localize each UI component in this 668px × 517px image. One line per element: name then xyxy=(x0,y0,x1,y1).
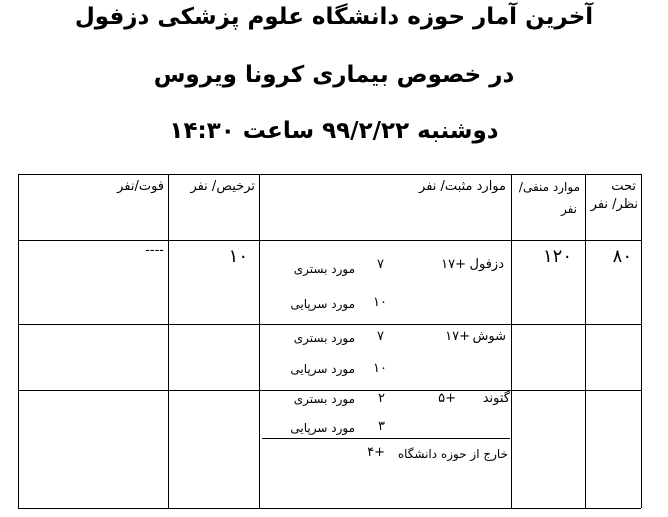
header-under-care: تحت xyxy=(611,179,636,194)
city-name: شوش xyxy=(472,329,506,344)
outside-region-count: +۴ xyxy=(367,445,385,460)
table-row-divider xyxy=(18,240,641,241)
table-column-divider xyxy=(168,174,169,508)
header-discharged: ترخیص/ نفر xyxy=(190,179,255,194)
outpatient-count: ۱۰ xyxy=(373,361,387,376)
inpatient-label: مورد بستری xyxy=(293,262,355,276)
table-border-top xyxy=(18,174,641,175)
header-negative: موارد منفی/ xyxy=(518,180,580,194)
header-deaths: فوت/نفر xyxy=(117,179,164,194)
report-title: آخرین آمار حوزه دانشگاه علوم پزشکی دزفول xyxy=(74,4,594,30)
table-column-divider xyxy=(585,174,586,508)
inpatient-count: ۲ xyxy=(378,391,385,406)
header-under-care-unit: نظر/ نفر xyxy=(590,197,638,212)
city-name: گتوند xyxy=(482,391,510,406)
city-count: +۱۷ xyxy=(441,257,466,272)
outpatient-label: مورد سرپایی xyxy=(290,362,355,376)
report-datetime: دوشنبه ۹۹/۲/۲۲ ساعت ۱۴:۳۰ xyxy=(169,118,499,144)
header-positive: موارد مثبت/ نفر xyxy=(419,179,506,194)
city-count: +۵ xyxy=(438,391,456,406)
inpatient-count: ۷ xyxy=(377,329,384,344)
outside-region-label: خارج از حوزه دانشگاه xyxy=(397,447,508,461)
table-column-divider xyxy=(259,174,260,508)
discharged-value: ۱۰ xyxy=(228,246,248,267)
table-column-divider xyxy=(511,174,512,508)
outpatient-label: مورد سرپایی xyxy=(290,297,355,311)
negative-value: ۱۲۰ xyxy=(542,246,572,267)
outpatient-label: مورد سرپایی xyxy=(290,421,355,435)
outpatient-count: ۳ xyxy=(378,419,385,434)
table-border-right xyxy=(641,174,642,508)
section-underline xyxy=(262,438,510,439)
table-row-divider xyxy=(18,324,641,325)
inpatient-label: مورد بستری xyxy=(293,392,355,406)
under-care-value: ۸۰ xyxy=(612,246,632,267)
city-count: +۱۷ xyxy=(445,329,470,344)
table-row-divider xyxy=(18,390,641,391)
header-negative-unit: نفر xyxy=(560,202,577,216)
inpatient-label: مورد بستری xyxy=(293,331,355,345)
deaths-value: ---- xyxy=(145,243,164,258)
inpatient-count: ۷ xyxy=(377,257,384,272)
table-border-bottom xyxy=(18,508,641,509)
outpatient-count: ۱۰ xyxy=(373,295,387,310)
city-name: دزفول xyxy=(469,257,504,272)
table-border-left xyxy=(18,174,19,508)
report-subtitle: در خصوص بیماری کرونا ویروس xyxy=(153,62,515,88)
